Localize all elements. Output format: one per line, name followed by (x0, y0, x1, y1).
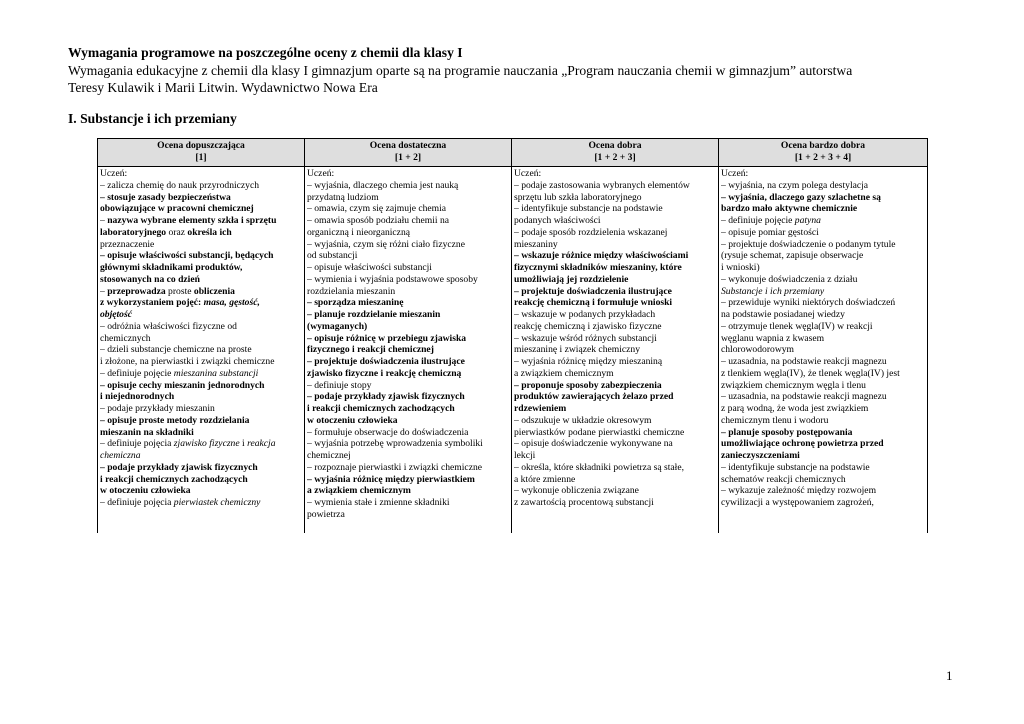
cell-line: – proponuje sposoby zabezpieczenia (514, 379, 662, 391)
cell-line: Uczeń: (721, 168, 749, 179)
cell-line: – omawia, czym się zajmuje chemia (307, 203, 447, 215)
cell-line: – formułuje obserwacje do doświadczenia (307, 426, 469, 438)
column-header-levels: [1 + 2 + 3] (594, 151, 636, 163)
cell-line: – przeprowadza proste obliczenia (100, 285, 235, 297)
cell-line: fizycznymi składników mieszaniny, które (514, 262, 682, 273)
cell-line: pierwiastków podane pierwiastki chemiczne (514, 426, 685, 438)
cell-line: – opisuje cechy mieszanin jednorodnych (100, 379, 265, 391)
cell-line: – definiuje stopy (307, 379, 372, 391)
cell-line: – zalicza chemię do nauk przyrodniczych (100, 179, 260, 191)
cell-line: organiczną i nieorganiczną (307, 226, 410, 238)
cell-line: i złożone, na pierwiastki i związki chemiczne (100, 356, 275, 367)
cell-line: – wykonuje doświadczenia z działu (721, 273, 858, 285)
cell-line: – rozpoznaje pierwiastki i związki chemiczne (307, 461, 483, 473)
column-header-dopuszczajaca (98, 139, 305, 167)
cell-line: – opisuje różnicę w przebiegu zjawiska (307, 332, 467, 344)
cell-line: – projektuje doświadczenie o podanym tytule (721, 238, 896, 250)
cell-line: – wymienia stałe i zmienne składniki (307, 497, 450, 508)
cell-line: – uzasadnia, na podstawie reakcji magnezu (721, 356, 887, 367)
cell-line: chemicznej (307, 450, 351, 461)
cell-line: stosowanych na co dzień (100, 273, 200, 285)
cell-line: fizycznego i reakcji chemicznej (307, 344, 434, 356)
cell-line: – opisuje doświadczenie wykonywane na (514, 438, 673, 450)
cell-line: – podaje zastosowania wybranych elementów (514, 179, 690, 191)
cell-line: – wyjaśnia, dlaczego gazy szlachetne są (721, 191, 881, 203)
cell-line: i niejednorodnych (100, 391, 175, 403)
cell-line: – sporządza mieszaninę (307, 297, 404, 309)
cell-line: – wyjaśnia różnicę między mieszaniną (514, 356, 663, 367)
cell-line: – otrzymuje tlenek węgla(IV) w reakcji (721, 320, 873, 332)
cell-line: rdzewieniem (514, 403, 567, 414)
cell-dostateczna (305, 167, 512, 534)
table-header-row (98, 139, 928, 167)
cell-line: produktów zawierających żelazo przed (514, 391, 674, 403)
cell-line: – projektuje doświadczenia ilustrujące (307, 356, 465, 367)
cell-line: zjawisko fizyczne i reakcję chemiczną (307, 367, 462, 379)
column-header-name: Ocena dobra (588, 140, 642, 151)
column-header-levels: [1] (195, 151, 207, 163)
cell-line: – podaje przykłady zjawisk fizycznych (307, 391, 465, 403)
cell-line: przydatną ludziom (307, 191, 379, 203)
cell-line: – wyjaśnia, na czym polega destylacja (721, 179, 869, 191)
cell-line: mieszaniny (514, 238, 558, 250)
cell-line: – projektuje doświadczenia ilustrujące (514, 285, 672, 297)
cell-line: – podaje sposób rozdzielenia wskazanej (514, 226, 668, 238)
cell-line: – wyjaśnia, dlaczego chemia jest nauką (307, 179, 459, 191)
cell-line: węglanu wapnia z kwasem (721, 332, 825, 344)
cell-line: reakcję chemiczną i zjawisko fizyczne (514, 320, 662, 332)
cell-line: laboratoryjnego oraz określa ich (100, 226, 232, 238)
cell-line: (wymaganych) (307, 320, 368, 332)
column-header-dostateczna (305, 139, 512, 167)
cell-line: bardzo mało aktywne chemicznie (721, 203, 858, 215)
cell-line: objętość (100, 309, 132, 320)
cell-line: zanieczyszczeniami (721, 450, 800, 461)
cell-line: w otoczeniu człowieka (100, 485, 191, 497)
cell-line: – opisuje właściwości substancji, będących (100, 250, 274, 262)
cell-line: i reakcji chemicznych zachodzących (307, 403, 455, 414)
cell-line: (rysuje schemat, zapisuje obserwacje (721, 250, 864, 262)
cell-line: chemicznym tlenu i wodoru (721, 414, 829, 426)
cell-line: – nazywa wybrane elementy szkła i sprzętu (100, 215, 277, 226)
document-subtitle-line1: Wymagania edukacyjne z chemii dla klasy I gimnazjum oparte są na programie nauczania „Program nauczania chemii w gimnazjum” autorstwa (68, 62, 853, 78)
column-header-levels: [1 + 2 + 3 + 4] (794, 151, 852, 163)
cell-line: cywilizacji a występowaniem zagrożeń, (721, 497, 874, 508)
column-header-name: Ocena dopuszczająca (157, 140, 245, 151)
cell-line: – definiuje pojęcia pierwiastek chemiczny (100, 497, 261, 508)
column-header-name: Ocena dostateczna (369, 140, 447, 151)
cell-line: – wskazuje różnice między właściwościami (514, 250, 689, 262)
cell-line: – planuje sposoby postępowania (721, 426, 853, 438)
section-title: I. Substancje i ich przemiany (68, 111, 237, 126)
cell-line: związkiem chemicznym węgla i tlenu (721, 379, 866, 391)
cell-line: – wykonuje obliczenia związane (514, 485, 639, 497)
cell-line: obowiązujące w pracowni chemicznej (100, 203, 254, 215)
cell-line: i wnioski) (721, 262, 760, 273)
cell-line: – wyjaśnia, czym się różni ciało fizyczne (307, 238, 465, 250)
cell-line: – definiuje pojęcia zjawisko fizyczne i reakcja (100, 438, 276, 450)
cell-line: schematów reakcji chemicznych (721, 473, 846, 485)
cell-line: – identyfikuje substancje na podstawie (721, 461, 870, 473)
cell-line: w otoczeniu człowieka (307, 414, 398, 426)
cell-line: – opisuje proste metody rozdzielania (100, 414, 250, 426)
cell-line: rozdzielania mieszanin (307, 285, 396, 297)
cell-line: i reakcji chemicznych zachodzących (100, 473, 248, 485)
cell-line: chemicznych (100, 332, 151, 344)
cell-line: – wskazuje w podanych przykładach (514, 309, 656, 320)
document-subtitle-line2: Teresy Kulawik i Marii Litwin. Wydawnictwo Nowa Era (68, 80, 378, 95)
cell-line: – określa, które składniki powietrza są stałe, (514, 461, 684, 473)
cell-line: – dzieli substancje chemiczne na proste (100, 344, 252, 356)
cell-line: Uczeń: (100, 168, 128, 179)
cell-line: – identyfikuje substancje na podstawie (514, 203, 663, 215)
cell-line: – stosuje zasady bezpieczeństwa (100, 191, 231, 203)
cell-line: chlorowodorowym (721, 344, 795, 356)
cell-bardzo-dobra (719, 167, 928, 534)
column-header-bardzo-dobra (719, 139, 928, 167)
cell-line: chemiczna (100, 450, 141, 461)
cell-line: Uczeń: (307, 168, 335, 179)
cell-line: – wskazuje wśród różnych substancji (514, 332, 657, 344)
cell-line: – odróżnia właściwości fizyczne od (100, 320, 237, 332)
cell-line: podanych właściwości (514, 215, 601, 226)
table-row (98, 167, 928, 534)
cell-dobra (512, 167, 719, 534)
cell-line: z tlenkiem węgla(IV), że tlenek węgla(IV) jest (721, 367, 900, 379)
cell-line: lekcji (514, 450, 536, 461)
cell-line: a związkiem chemicznym (514, 367, 614, 379)
cell-line: umożliwiające ochronę powietrza przed (721, 438, 884, 450)
cell-line: z zawartością procentową substancji (514, 497, 654, 508)
cell-line: a związkiem chemicznym (307, 485, 411, 497)
cell-line: – podaje przykłady zjawisk fizycznych (100, 461, 258, 473)
cell-line: – wyjaśnia potrzebę wprowadzenia symboliki (307, 438, 483, 450)
cell-line: – podaje przykłady mieszanin (100, 403, 215, 414)
cell-line: sprzętu lub szkła laboratoryjnego (514, 191, 642, 203)
requirements-table (97, 138, 928, 533)
cell-line: – opisuje właściwości substancji (307, 262, 432, 273)
cell-dopuszczajaca (98, 167, 305, 534)
cell-line: – odszukuje w układzie okresowym (514, 414, 652, 426)
cell-line: – opisuje pomiar gęstości (721, 226, 819, 238)
cell-line: na podstawie posiadanej wiedzy (721, 309, 845, 320)
cell-line: reakcję chemiczną i formułuje wnioski (514, 297, 673, 309)
column-header-name: Ocena bardzo dobra (780, 140, 866, 151)
cell-line: Substancje i ich przemiany (721, 285, 825, 297)
cell-line: umożliwiają jej rozdzielenie (514, 273, 629, 285)
cell-line: powietrza (307, 508, 345, 520)
cell-line: mieszanin na składniki (100, 426, 194, 438)
page-number: 1 (946, 668, 953, 683)
cell-line: – wymienia i wyjaśnia podstawowe sposoby (307, 273, 478, 285)
document-title: Wymagania programowe na poszczególne oceny z chemii dla klasy I (68, 45, 463, 60)
cell-line: – wykazuje zależność między rozwojem (721, 485, 877, 497)
cell-line: głównymi składnikami produktów, (100, 262, 243, 273)
cell-line: z wykorzystaniem pojęć: masa, gęstość, (100, 297, 260, 309)
cell-line: – uzasadnia, na podstawie reakcji magnezu (721, 391, 887, 403)
column-header-levels: [1 + 2] (394, 151, 422, 163)
cell-line: – omawia sposób podziału chemii na (307, 215, 450, 226)
cell-line: – przewiduje wyniki niektórych doświadczeń (721, 297, 896, 309)
document-heading (68, 44, 968, 97)
column-header-dobra (512, 139, 719, 167)
cell-line: – definiuje pojęcie patyna (721, 215, 821, 226)
cell-line: – definiuje pojęcie mieszanina substancji (100, 367, 259, 379)
cell-line: Uczeń: (514, 168, 542, 179)
cell-line: mieszaninę i związek chemiczny (514, 344, 640, 356)
cell-line: – wyjaśnia różnicę między pierwiastkiem (307, 473, 475, 485)
cell-line: – planuje rozdzielanie mieszanin (307, 309, 441, 320)
cell-line: z parą wodną, że woda jest związkiem (721, 403, 869, 414)
cell-line: a które zmienne (514, 473, 576, 485)
cell-line: od substancji (307, 250, 358, 262)
cell-line: przeznaczenie (100, 238, 155, 250)
